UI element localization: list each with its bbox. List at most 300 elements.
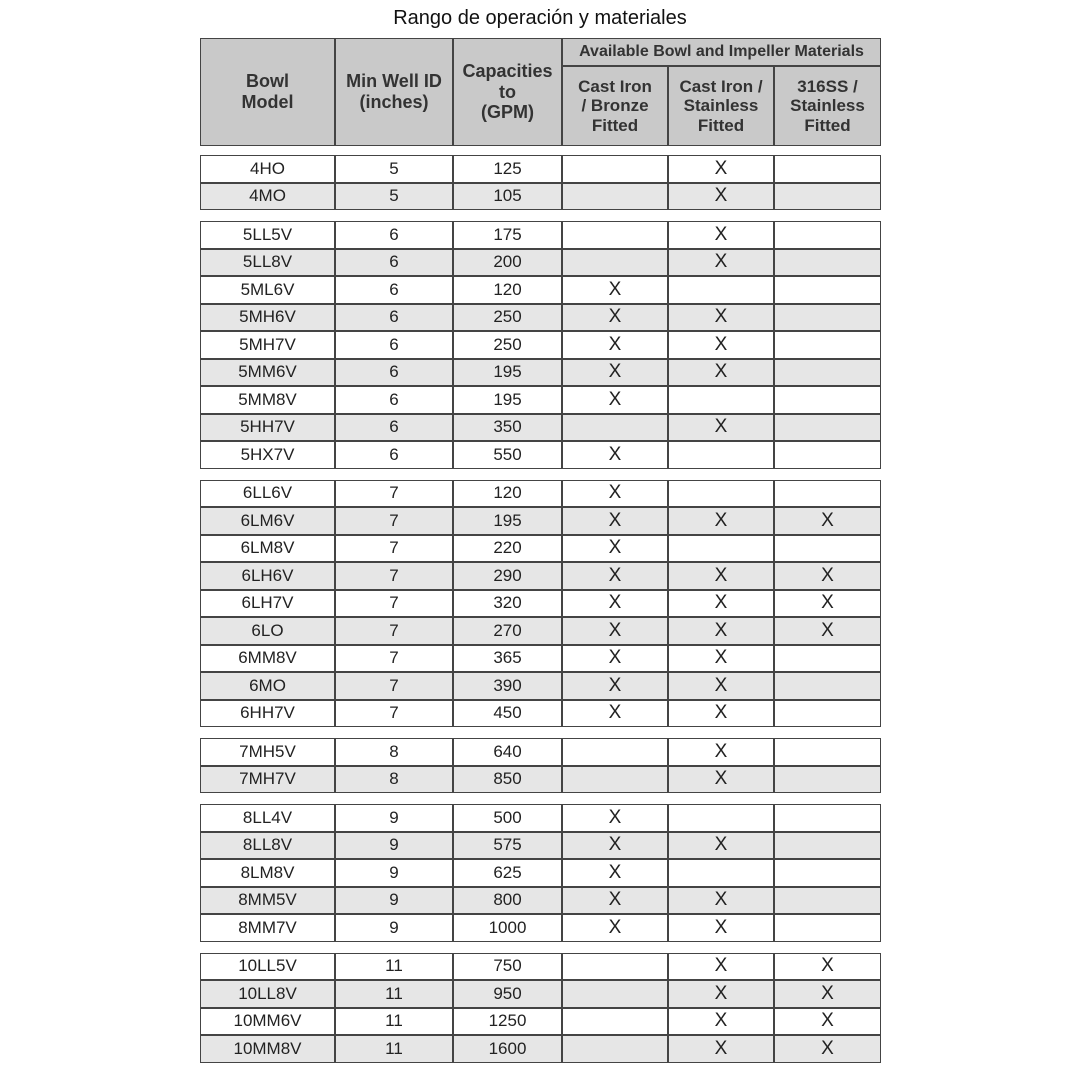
cell-min-well-text: 7	[389, 483, 399, 503]
header-capacities	[453, 38, 562, 146]
cell-capacity-text: 250	[493, 334, 522, 354]
cell-capacity-text: 1250	[488, 1011, 527, 1031]
cell-316ss-stainless	[774, 480, 881, 508]
cell-min-well-text: 7	[389, 703, 399, 723]
cell-model	[200, 766, 335, 794]
cell-316ss-stainless	[774, 766, 881, 794]
cell-capacity	[453, 980, 562, 1008]
cell-model	[200, 249, 335, 277]
cell-316ss-stainless	[774, 980, 881, 1008]
cell-model-text: 7MH7V	[239, 769, 296, 789]
header-cast-iron-stainless-text: Cast Iron / Stainless Fitted	[679, 76, 763, 135]
cell-cast-iron-bronze	[562, 738, 668, 766]
cell-cast-iron-bronze	[562, 672, 668, 700]
cell-model	[200, 832, 335, 860]
cell-316ss-stainless	[774, 386, 881, 414]
cell-capacity-text: 1600	[488, 1038, 527, 1058]
cell-min-well	[335, 249, 453, 277]
cell-316ss-stainless	[774, 507, 881, 535]
cell-316ss-stainless	[774, 738, 881, 766]
cell-model-text: 4HO	[250, 158, 285, 178]
cell-capacity	[453, 859, 562, 887]
cell-min-well	[335, 590, 453, 618]
cell-cast-iron-stainless	[668, 480, 774, 508]
cell-cast-iron-stainless	[668, 1035, 774, 1063]
cell-cast-iron-bronze	[562, 249, 668, 277]
cell-cast-iron-bronze	[562, 480, 668, 508]
header-316ss-stainless-text: 316SS / Stainless Fitted	[790, 76, 865, 135]
cell-model-text: 5HX7V	[240, 444, 295, 464]
cell-model	[200, 221, 335, 249]
cell-min-well-text: 6	[389, 444, 399, 464]
cell-316ss-stainless	[774, 953, 881, 981]
cell-model-text: 8MM7V	[238, 917, 297, 937]
header-bowl-model	[200, 38, 335, 146]
cell-316ss-stainless-text: X	[821, 1010, 834, 1032]
cell-min-well-text: 7	[389, 538, 399, 558]
cell-capacity-text: 270	[493, 620, 522, 640]
cell-min-well	[335, 804, 453, 832]
cell-min-well-text: 7	[389, 675, 399, 695]
cell-min-well	[335, 359, 453, 387]
cell-model	[200, 535, 335, 563]
cell-cast-iron-bronze-text: X	[608, 647, 622, 669]
cell-cast-iron-stainless-text: X	[714, 306, 728, 328]
cell-capacity-text: 500	[493, 807, 522, 827]
cell-cast-iron-stainless-text: X	[714, 768, 728, 790]
cell-capacity-text: 350	[493, 417, 522, 437]
cell-cast-iron-bronze-text: X	[608, 889, 622, 911]
cell-cast-iron-stainless-text: X	[714, 416, 728, 438]
cell-cast-iron-bronze-text: X	[608, 916, 622, 938]
cell-cast-iron-bronze-text: X	[608, 361, 622, 383]
cell-min-well	[335, 645, 453, 673]
cell-cast-iron-stainless	[668, 249, 774, 277]
cell-capacity-text: 640	[493, 741, 522, 761]
cell-cast-iron-bronze	[562, 617, 668, 645]
cell-cast-iron-bronze	[562, 859, 668, 887]
cell-capacity	[453, 1008, 562, 1036]
cell-capacity	[453, 645, 562, 673]
cell-min-well-text: 5	[389, 158, 399, 178]
cell-model-text: 6LM8V	[240, 538, 295, 558]
cell-cast-iron-stainless	[668, 832, 774, 860]
cell-min-well-text: 8	[389, 769, 399, 789]
cell-min-well	[335, 1008, 453, 1036]
cell-316ss-stainless	[774, 414, 881, 442]
cell-cast-iron-stainless-text: X	[714, 361, 728, 383]
cell-capacity-text: 390	[493, 675, 522, 695]
cell-capacity-text: 450	[493, 703, 522, 723]
cell-cast-iron-stainless-text: X	[714, 916, 728, 938]
cell-min-well-text: 6	[389, 279, 399, 299]
cell-min-well	[335, 859, 453, 887]
cell-cast-iron-stainless	[668, 562, 774, 590]
header-316ss-stainless	[774, 66, 881, 146]
cell-316ss-stainless	[774, 887, 881, 915]
cell-cast-iron-stainless	[668, 386, 774, 414]
cell-model	[200, 645, 335, 673]
cell-model	[200, 859, 335, 887]
cell-capacity-text: 195	[493, 389, 522, 409]
cell-model	[200, 700, 335, 728]
cell-cast-iron-stainless-text: X	[714, 982, 728, 1004]
cell-cast-iron-bronze-text: X	[608, 333, 622, 355]
cell-cast-iron-stainless	[668, 859, 774, 887]
cell-cast-iron-bronze-text: X	[608, 861, 622, 883]
cell-cast-iron-bronze-text: X	[608, 443, 622, 465]
cell-316ss-stainless	[774, 1008, 881, 1036]
cell-cast-iron-bronze	[562, 414, 668, 442]
cell-model-text: 5MM6V	[238, 362, 297, 382]
cell-capacity-text: 320	[493, 593, 522, 613]
cell-min-well-text: 6	[389, 389, 399, 409]
cell-cast-iron-stainless	[668, 359, 774, 387]
cell-capacity	[453, 249, 562, 277]
cell-cast-iron-bronze-text: X	[608, 509, 622, 531]
cell-model	[200, 562, 335, 590]
cell-model-text: 7MH5V	[239, 741, 296, 761]
header-bowl-model-text: Bowl Model	[241, 71, 294, 112]
cell-cast-iron-stainless-text: X	[714, 1010, 728, 1032]
cell-min-well-text: 11	[385, 983, 403, 1003]
cell-cast-iron-bronze-text: X	[608, 674, 622, 696]
cell-min-well	[335, 507, 453, 535]
cell-cast-iron-bronze	[562, 155, 668, 183]
cell-cast-iron-stainless	[668, 645, 774, 673]
cell-cast-iron-bronze	[562, 386, 668, 414]
cell-min-well	[335, 887, 453, 915]
cell-capacity	[453, 562, 562, 590]
cell-capacity	[453, 386, 562, 414]
cell-cast-iron-bronze	[562, 359, 668, 387]
cell-cast-iron-stainless	[668, 700, 774, 728]
cell-capacity-text: 365	[493, 648, 522, 668]
cell-cast-iron-bronze-text: X	[608, 619, 622, 641]
cell-model-text: 4MO	[249, 186, 286, 206]
cell-capacity-text: 1000	[488, 917, 527, 937]
cell-cast-iron-stainless	[668, 766, 774, 794]
cell-model-text: 5MM8V	[238, 389, 297, 409]
cell-model-text: 8MM5V	[238, 890, 297, 910]
cell-316ss-stainless	[774, 183, 881, 211]
cell-cast-iron-stainless	[668, 276, 774, 304]
cell-min-well	[335, 331, 453, 359]
cell-model-text: 8LL8V	[242, 835, 293, 855]
cell-min-well-text: 7	[389, 648, 399, 668]
cell-model	[200, 183, 335, 211]
cell-cast-iron-bronze-text: X	[608, 806, 622, 828]
cell-model-text: 5LL5V	[242, 224, 293, 244]
cell-cast-iron-bronze	[562, 1008, 668, 1036]
cell-316ss-stainless	[774, 1035, 881, 1063]
cell-cast-iron-stainless	[668, 183, 774, 211]
cell-model	[200, 331, 335, 359]
cell-cast-iron-bronze	[562, 221, 668, 249]
cell-316ss-stainless	[774, 249, 881, 277]
cell-capacity	[453, 672, 562, 700]
cell-model-text: 10LL8V	[238, 983, 297, 1003]
cell-min-well	[335, 221, 453, 249]
cell-capacity	[453, 700, 562, 728]
cell-model-text: 6HH7V	[240, 703, 295, 723]
cell-316ss-stainless-text: X	[821, 564, 834, 586]
cell-model	[200, 1035, 335, 1063]
cell-cast-iron-stainless	[668, 1008, 774, 1036]
cell-cast-iron-stainless-text: X	[714, 1037, 728, 1059]
cell-min-well	[335, 304, 453, 332]
cell-cast-iron-bronze	[562, 980, 668, 1008]
cell-min-well	[335, 700, 453, 728]
cell-min-well-text: 7	[389, 510, 399, 530]
cell-cast-iron-stainless-text: X	[714, 834, 728, 856]
cell-capacity	[453, 183, 562, 211]
cell-min-well-text: 9	[389, 862, 399, 882]
cell-cast-iron-stainless	[668, 980, 774, 1008]
cell-model-text: 10MM6V	[233, 1011, 302, 1031]
cell-min-well	[335, 386, 453, 414]
cell-316ss-stainless	[774, 331, 881, 359]
cell-cast-iron-stainless	[668, 441, 774, 469]
cell-capacity	[453, 480, 562, 508]
cell-cast-iron-bronze	[562, 832, 668, 860]
cell-min-well	[335, 738, 453, 766]
cell-cast-iron-stainless	[668, 414, 774, 442]
cell-cast-iron-bronze-text: X	[608, 592, 622, 614]
cell-capacity-text: 200	[493, 252, 522, 272]
cell-cast-iron-stainless-text: X	[714, 647, 728, 669]
cell-capacity	[453, 617, 562, 645]
cell-model	[200, 980, 335, 1008]
cell-model	[200, 738, 335, 766]
cell-capacity	[453, 155, 562, 183]
cell-min-well-text: 6	[389, 252, 399, 272]
cell-capacity	[453, 914, 562, 942]
cell-cast-iron-bronze-text: X	[608, 834, 622, 856]
cell-316ss-stainless-text: X	[821, 1037, 834, 1059]
cell-capacity	[453, 804, 562, 832]
cell-min-well-text: 11	[385, 1038, 403, 1058]
cell-cast-iron-bronze	[562, 590, 668, 618]
header-cast-iron-stainless	[668, 66, 774, 146]
cell-capacity	[453, 590, 562, 618]
cell-min-well	[335, 953, 453, 981]
cell-316ss-stainless	[774, 359, 881, 387]
cell-cast-iron-bronze	[562, 535, 668, 563]
cell-cast-iron-stainless	[668, 507, 774, 535]
header-cast-iron-bronze	[562, 66, 668, 146]
cell-model-text: 6LO	[251, 620, 284, 640]
cell-cast-iron-stainless-text: X	[714, 509, 728, 531]
cell-cast-iron-bronze	[562, 331, 668, 359]
cell-cast-iron-bronze	[562, 953, 668, 981]
cell-model	[200, 590, 335, 618]
cell-316ss-stainless	[774, 221, 881, 249]
cell-capacity-text: 250	[493, 307, 522, 327]
cell-min-well-text: 6	[389, 307, 399, 327]
header-min-well-id	[335, 38, 453, 146]
cell-316ss-stainless-text: X	[821, 509, 834, 531]
cell-min-well	[335, 832, 453, 860]
cell-capacity-text: 575	[493, 835, 522, 855]
cell-capacity-text: 105	[493, 186, 522, 206]
cell-cast-iron-bronze	[562, 887, 668, 915]
cell-capacity	[453, 1035, 562, 1063]
cell-model	[200, 804, 335, 832]
cell-model	[200, 887, 335, 915]
cell-min-well	[335, 276, 453, 304]
cell-cast-iron-bronze-text: X	[608, 482, 622, 504]
cell-cast-iron-stainless	[668, 590, 774, 618]
cell-cast-iron-bronze	[562, 304, 668, 332]
cell-min-well	[335, 155, 453, 183]
cell-316ss-stainless	[774, 441, 881, 469]
cell-model-text: 10LL5V	[238, 956, 297, 976]
cell-capacity-text: 850	[493, 769, 522, 789]
cell-min-well-text: 9	[389, 890, 399, 910]
cell-cast-iron-bronze	[562, 507, 668, 535]
cell-model	[200, 441, 335, 469]
cell-cast-iron-stainless	[668, 672, 774, 700]
cell-capacity	[453, 331, 562, 359]
cell-capacity-text: 120	[493, 483, 522, 503]
cell-model-text: 6LM6V	[240, 510, 295, 530]
cell-min-well	[335, 441, 453, 469]
cell-cast-iron-stainless	[668, 304, 774, 332]
cell-cast-iron-bronze-text: X	[608, 702, 622, 724]
cell-model	[200, 672, 335, 700]
cell-model-text: 5MH6V	[239, 307, 296, 327]
cell-model	[200, 414, 335, 442]
cell-capacity-text: 195	[493, 510, 522, 530]
cell-cast-iron-bronze-text: X	[608, 537, 622, 559]
cell-capacity-text: 175	[493, 224, 522, 244]
cell-cast-iron-stainless	[668, 617, 774, 645]
cell-316ss-stainless	[774, 700, 881, 728]
cell-capacity-text: 800	[493, 890, 522, 910]
cell-model	[200, 276, 335, 304]
cell-316ss-stainless	[774, 645, 881, 673]
cell-316ss-stainless	[774, 304, 881, 332]
cell-min-well-text: 11	[385, 956, 403, 976]
cell-cast-iron-bronze	[562, 1035, 668, 1063]
cell-capacity	[453, 953, 562, 981]
cell-min-well	[335, 980, 453, 1008]
cell-cast-iron-bronze	[562, 914, 668, 942]
cell-316ss-stainless	[774, 617, 881, 645]
cell-model	[200, 953, 335, 981]
cell-316ss-stainless	[774, 276, 881, 304]
cell-cast-iron-stainless-text: X	[714, 564, 728, 586]
cell-model-text: 6MO	[249, 675, 286, 695]
cell-316ss-stainless-text: X	[821, 592, 834, 614]
cell-316ss-stainless-text: X	[821, 955, 834, 977]
header-materials-group	[562, 38, 881, 66]
cell-model-text: 10MM8V	[233, 1038, 302, 1058]
cell-model	[200, 480, 335, 508]
cell-model-text: 8LM8V	[240, 862, 295, 882]
cell-min-well-text: 11	[385, 1011, 403, 1031]
cell-capacity	[453, 766, 562, 794]
cell-min-well-text: 6	[389, 224, 399, 244]
cell-model-text: 6MM8V	[238, 648, 297, 668]
cell-316ss-stainless	[774, 562, 881, 590]
cell-capacity	[453, 276, 562, 304]
cell-capacity-text: 220	[493, 538, 522, 558]
cell-cast-iron-stainless-text: X	[714, 619, 728, 641]
cell-cast-iron-stainless	[668, 738, 774, 766]
cell-min-well-text: 9	[389, 807, 399, 827]
cell-capacity	[453, 304, 562, 332]
cell-min-well	[335, 562, 453, 590]
cell-cast-iron-bronze	[562, 441, 668, 469]
cell-cast-iron-bronze-text: X	[608, 278, 622, 300]
cell-model	[200, 304, 335, 332]
cell-min-well-text: 6	[389, 362, 399, 382]
cell-model	[200, 914, 335, 942]
cell-316ss-stainless	[774, 914, 881, 942]
cell-min-well	[335, 535, 453, 563]
cell-capacity	[453, 441, 562, 469]
cell-cast-iron-stainless	[668, 535, 774, 563]
cell-min-well-text: 7	[389, 593, 399, 613]
cell-cast-iron-stainless-text: X	[714, 889, 728, 911]
cell-cast-iron-bronze	[562, 804, 668, 832]
cell-cast-iron-stainless-text: X	[714, 185, 728, 207]
cell-316ss-stainless-text: X	[821, 619, 834, 641]
cell-capacity	[453, 887, 562, 915]
cell-min-well-text: 9	[389, 917, 399, 937]
cell-min-well	[335, 414, 453, 442]
cell-capacity-text: 950	[493, 983, 522, 1003]
cell-cast-iron-stainless-text: X	[714, 333, 728, 355]
cell-316ss-stainless	[774, 590, 881, 618]
cell-model-text: 8LL4V	[242, 807, 293, 827]
cell-316ss-stainless-text: X	[821, 982, 834, 1004]
cell-capacity	[453, 359, 562, 387]
cell-cast-iron-stainless	[668, 804, 774, 832]
cell-316ss-stainless	[774, 804, 881, 832]
cell-min-well	[335, 672, 453, 700]
cell-cast-iron-bronze	[562, 700, 668, 728]
cell-capacity-text: 750	[493, 956, 522, 976]
cell-model	[200, 617, 335, 645]
cell-capacity	[453, 414, 562, 442]
cell-capacity-text: 120	[493, 279, 522, 299]
header-min-well-id-text: Min Well ID (inches)	[346, 71, 442, 112]
cell-min-well-text: 7	[389, 565, 399, 585]
cell-cast-iron-bronze	[562, 276, 668, 304]
cell-cast-iron-stainless	[668, 953, 774, 981]
cell-model-text: 6LH6V	[241, 565, 294, 585]
cell-min-well-text: 6	[389, 334, 399, 354]
cell-capacity-text: 195	[493, 362, 522, 382]
cell-316ss-stainless	[774, 155, 881, 183]
cell-capacity	[453, 221, 562, 249]
cell-min-well-text: 7	[389, 620, 399, 640]
cell-min-well-text: 6	[389, 417, 399, 437]
cell-cast-iron-bronze-text: X	[608, 564, 622, 586]
cell-cast-iron-stainless-text: X	[714, 955, 728, 977]
cell-capacity-text: 550	[493, 444, 522, 464]
cell-model	[200, 359, 335, 387]
cell-cast-iron-bronze	[562, 645, 668, 673]
cell-capacity-text: 625	[493, 862, 522, 882]
cell-model	[200, 155, 335, 183]
cell-capacity	[453, 535, 562, 563]
cell-cast-iron-stainless-text: X	[714, 592, 728, 614]
cell-cast-iron-stainless-text: X	[714, 674, 728, 696]
